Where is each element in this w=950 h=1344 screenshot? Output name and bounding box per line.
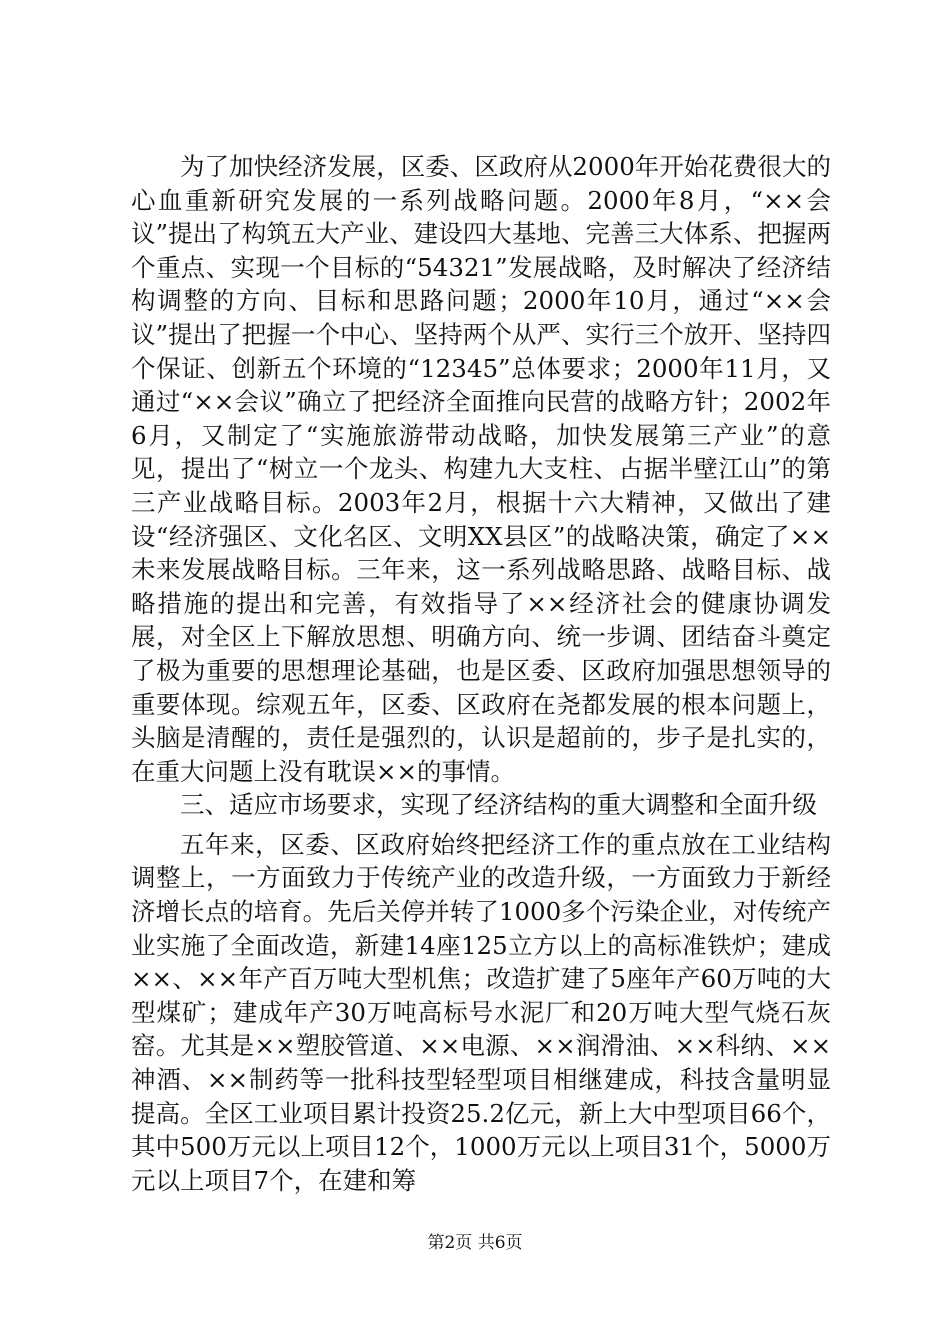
- document-body: [131, 150, 831, 1197]
- paragraph-industry: 五年来，区委、区政府始终把经济工作的重点放在工业结构调整上，一方面致力于传统产业的改造升级，一方面致力于新经济增长点的培育。先后关停并转了1000多个污染企业，对传统产业实施了全面改造，新建14座125立方以上的高标准铁炉；建成××、××年产百万吨大型机焦；改造扩建了5座年产60万吨的大型煤矿；建成年产30万吨高标号水泥厂和20万吨大型气烧石灰窑。尤其是××塑胶管道、××电源、××润滑油、××科纳、××神酒、××制药等一批科技型轻型项目相继建成，科技含量明显提高。全区工业项目累计投资25.2亿元，新上大中型项目66个，其中500万元以上项目12个，1000万元以上项目31个，5000万元以上项目7个，在建和筹: [131, 829, 831, 1195]
- section-heading: 三、适应市场要求，实现了经济结构的重大调整和全面升级: [180, 790, 817, 820]
- paragraph-strategy: 为了加快经济发展，区委、区政府从2000年开始花费很大的心血重新研究发展的一系列战略问题。2000年8月，“××会议”提出了构筑五大产业、建设四大基地、完善三大体系、把握两个重点、实现一个目标的“54321”发展战略，及时解决了经济结构调整的方向、目标和思路问题；2000年10月，通过“××会议”提出了把握一个中心、坚持两个从严、实行三个放开、坚持四个保证、创新五个环境的“12345”总体要求；2000年11月，又通过“××会议”确立了把经济全面推向民营的战略方针；2002年6月，又制定了“实施旅游带动战略，加快发展第三产业”的意见，提出了“树立一个龙头、构建九大支柱、占据半壁江山”的第三产业战略目标。2003年2月，根据十六大精神，又做出了建设“经济强区、文化名区、文明XX县区”的战略决策，确定了××未来发展战略目标。三年来，这一系列战略思路、战略目标、战略措施的提出和完善，有效指导了××经济社会的健康协调发展，对全区上下解放思想、明确方向、统一步调、团结奋斗奠定了极为重要的思想理论基础，也是区委、区政府加强思想领导的重要体现。综观五年，区委、区政府在尧都发展的根本问题上，头脑是清醒的，责任是强烈的，认识是超前的，步子是扎实的，在重大问题上没有耽误××的事情。: [131, 152, 831, 786]
- page-footer: 第2页 共6页: [427, 1233, 523, 1253]
